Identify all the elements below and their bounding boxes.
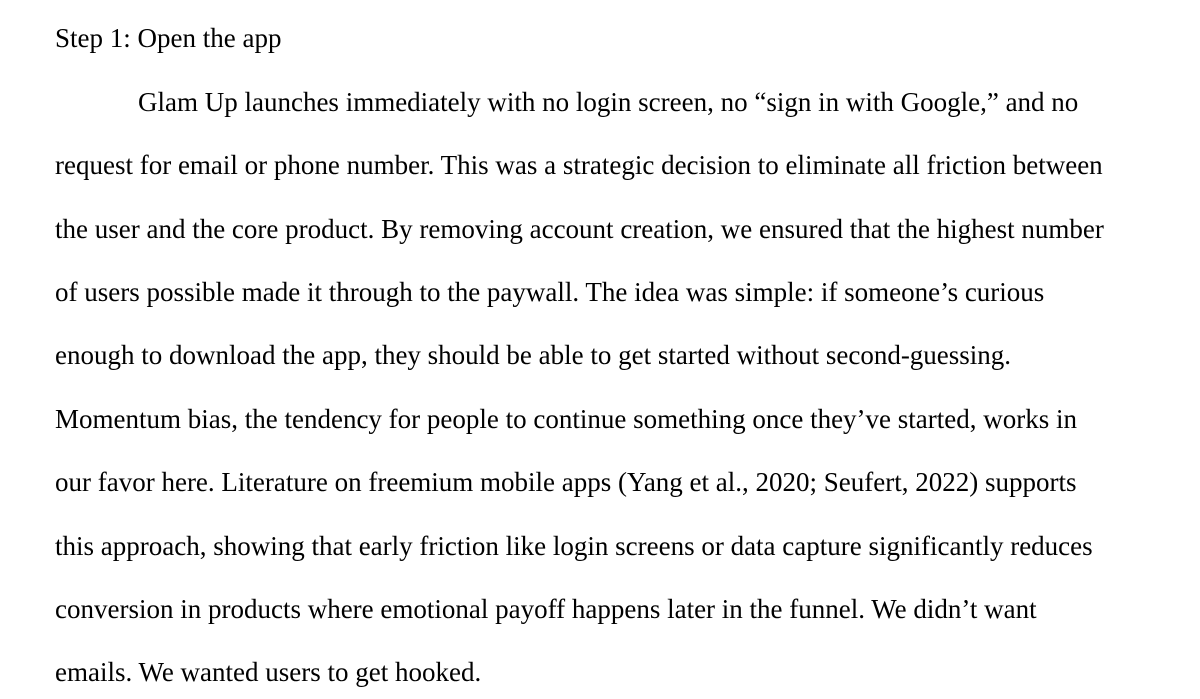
paragraph-line: Momentum bias, the tendency for people to continue something once they’ve started, works in xyxy=(55,404,1077,434)
paragraph-line: this approach, showing that early friction like login screens or data capture significantly reduces xyxy=(55,531,1093,561)
paragraph-line: conversion in products where emotional payoff happens later in the funnel. We didn’t want xyxy=(55,594,1037,624)
paragraph-line: of users possible made it through to the paywall. The idea was simple: if someone’s curious xyxy=(55,277,1045,307)
paragraph-line: Glam Up launches immediately with no login screen, no “sign in with Google,” and no xyxy=(138,87,1079,117)
paragraph-line: emails. We wanted users to get hooked. xyxy=(55,657,482,687)
paragraph-line: our favor here. Literature on freemium mobile apps (Yang et al., 2020; Seufert, 2022) supports xyxy=(55,467,1077,497)
paragraph-line: request for email or phone number. This was a strategic decision to eliminate all friction between xyxy=(55,150,1103,180)
paragraph-line: the user and the core product. By removing account creation, we ensured that the highest number xyxy=(55,214,1104,244)
paragraph-line: enough to download the app, they should be able to get started without second-guessing. xyxy=(55,340,1012,370)
section-heading: Step 1: Open the app xyxy=(55,23,282,53)
